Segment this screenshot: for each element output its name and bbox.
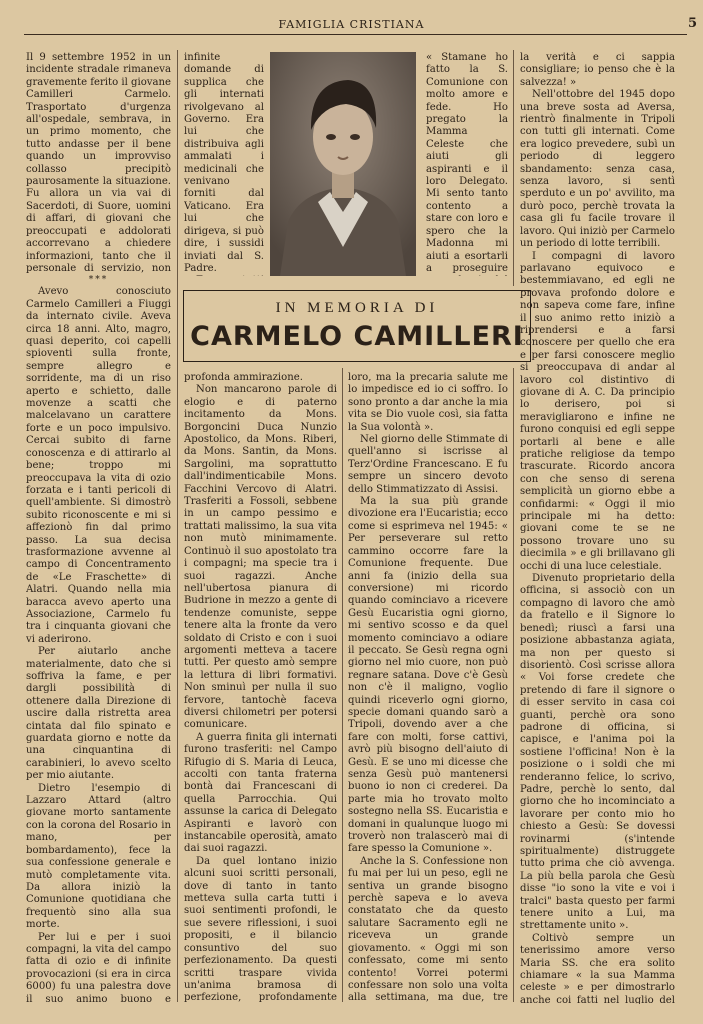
paragraph: Dietro l'esempio di Lazzaro Attard (altro giovane morto santamente con la corona del Rosario in mano, per bombardamento), fece la sua confessione generale e mutò completamente vita. Da allora iniziò la Comunione quotidiana che frequentò sino alla sua morte. bbox=[26, 782, 171, 931]
paragraph: Avevo conosciuto Carmelo Camilleri a Fiuggi da internato civile. Aveva circa 18 anni. Alto, magro, quasi deperito, coi capelli spioventi sulla fronte, sempre allegro e sorridente, ma di un riso aperto e schietto, dalle movenze a scatti che malcelavano un carattere forte e un poco impulsivo. Cercai subito di farne conoscenza e di attirarlo al bene; troppo mi preoccupava la vita di ozio forzata e i tanti pericoli di quell'ambiente. Si dimostrò subito riconoscente e mi si affezionò fin dal primo passo. La sua decisa trasformazione avvenne al campo di Concentramento de «Le Fraschette» di Alatri. Quando nella mia baracca avevo aperto una Associazione, Carmelo fu tra i cinquanta giovani che vi aderirono. bbox=[26, 286, 171, 645]
banner-title: CARMELO CAMILLERI bbox=[190, 321, 524, 352]
column-1-bottom bbox=[26, 274, 171, 1004]
page-number: 5 bbox=[687, 16, 697, 31]
column-4 bbox=[520, 52, 675, 1004]
column-1-top bbox=[26, 52, 171, 274]
paragraph: infinite domande di supplica che gli internati rivolgevano al Governo. Era lui che distribuiva agli ammalati i medicinali che venivano forniti dal Vaticano. Era lui che dirigeva, si può dire, i sussidi inviati dal S. Padre. bbox=[184, 52, 264, 274]
column-2-top bbox=[184, 52, 264, 276]
paragraph bbox=[184, 275, 264, 276]
memorial-banner bbox=[183, 290, 531, 362]
header-rule bbox=[24, 34, 687, 35]
paragraph: la verità e ci sappia consigliare; io penso che è la salvezza! » bbox=[520, 52, 675, 88]
paragraph: Per lui e per i suoi compagni, la vita del campo fatta di ozio e di infinite provocazioni (si era in circa 6000) fu una palestra dove il suo animo buono e bbox=[26, 931, 171, 1004]
paragraph: I compagni di lavoro parlavano equivoco e bestemmiavano, ed egli ne provava profondo dolore e non sapeva come fare, infine il suo animo retto iniziò a riprendersi e a farsi conoscere per quello che era e per farsi conoscere meglio si preoccupava di andar al lavoro col distintivo di giovane di A. C. Da principio lo derisero, poi si meravigliarono e infine ne furono conquisi ed egli seppe portarli al bene e alle pratiche religiose da tempo trascurate. Ricordo ancora con che senso di serena semplicità un giorno ebbe a confidarmi: « Oggi il mio principale mi ha detto: giovani come te se ne possono trovare uno su diecimila » e gli brillavano gli occhi di una luce celestiale. bbox=[520, 250, 675, 572]
paragraph: Il 9 settembre 1952 in un incidente stradale rimaneva gravemente ferito il giovane Camilleri Carmelo. Trasportato d'urgenza all'ospedale, sembrava, in un primo momento, che tutto andasse per il bene quando un improvviso collasso precipitò paurosamente la situazione. Fu allora un via vai di Sacerdoti, di Suore, uomini di affari, di giovani che preoccupati e addolorati accorrevano a chiedere informazioni, tanto che il personale di servizio, non bbox=[26, 52, 171, 274]
paragraph: « Stamane ho fatto la S. Comunione con molto amore e fede. Ho pregato la Mamma Celeste che aiuti gli aspiranti e il loro Delegato. Mi sento tanto contento a stare con loro e spero che la Madonna mi aiuti a esortarli a proseguire bbox=[426, 52, 508, 274]
paragraph: Non mancarono parole di elogio e di paterno incitamento da Mons. Borgoncini Duca Nunzio Apostolico, da Mons. Riberi, da Mons. Santin, da Mons. Sargolini, ma soprattutto dall'indimenticabile Mons. Facchini Vercovo di Alatri. Trasferiti a Fossoli, sebbene in un campo pessimo e trattati malissimo, la sua vita non mutò minimamente. Continuò il suo apostolato tra i compagni; ma specie tra i suoi ragazzi. Anche nell'ubertosa pianura di Budrione in mezzo a gente di tendenze comuniste, seppe tenere alta la fronte da vero soldato di Cristo e con i suoi argomenti metteva a tacere tutti. Per questo amò sempre la lettura di libri formativi. Non sminuì per nulla il suo fervore, tantochè faceva diversi chilometri per potersi comunicare. bbox=[184, 384, 337, 731]
page-header bbox=[0, 0, 703, 30]
column-rule bbox=[513, 50, 514, 286]
column-2-bottom bbox=[184, 372, 337, 1004]
paragraph: Per aiutarlo anche materialmente, dato che si soffriva la fame, e per dargli possibilità di ottenere dalla Direzione di uscire dalla ristretta area cintata dal filo spinato e guardata giorno e notte da una cinquantina di carabinieri, lo avevo scelto per mio aiutante. bbox=[26, 646, 171, 782]
paragraph: Ma la sua più grande divozione era l'Eucaristia; ecco come si esprimeva nel 1945: « Per perseverare sul retto cammino occorre fare la Comunione frequente. Due anni fa (inizio della sua conversione) mi ricordo quando cominciavo a ricevere Gesù Eucaristia ogni giorno, mi sentivo scosso e da quel momento cominciavo a odiare il peccato. Se Gesù regna ogni giorno nel mio cuore, non può regnare satana. Dove c'è Gesù non c'è il maligno, voglio quindi riceverlo ogni giorno, specie domani quando sarò a Tripoli, dovendo aver a che fare con molti, forse cattivi, avrò più bisogno dell'aiuto di Gesù. E se uno mi dicesse che senza Gesù può mantenersi buono io non ci crederei. Da parte mia ho trovato molto sostegno nella SS. Eucaristia e domani in qualunque luogo mi troverò non tralascerò mai di fare spesso la Comunione ». bbox=[348, 496, 508, 855]
paragraph: A guerra finita gli internati furono trasferiti: nel Campo Rifugio di S. Maria di Leuca, accolti con tanta fraterna bontà dai Francescani di quella Parrocchia. Qui assunse la carica di Delegato Aspiranti e lavorò con instancabile operosità, amato dai suoi ragazzi. bbox=[184, 731, 337, 855]
column-rule bbox=[513, 368, 514, 1002]
paragraph: Nell'ottobre del 1945 dopo una breve sosta ad Aversa, rientrò finalmente in Tripoli con tutti gli internati. Come era logico prevedere, subì un periodo di leggero sbandamento: senza casa, senza lavoro, si sentì sperduto e un po' avvilito, ma durò poco, perchè trovata la casa gli fu facile trovare il lavoro. Qui iniziò per Carmelo un periodo di lotte terribili. bbox=[520, 89, 675, 250]
column-3-bottom bbox=[348, 372, 508, 1004]
paragraph: loro, ma la precaria salute me lo impedisce ed io ci soffro. Io sono pronto a dar anche la mia vita se Dio vuole così, sia fatta la Sua volontà ». bbox=[348, 372, 508, 433]
paragraph: Da quel lontano inizio alcuni suoi scritti personali, dove di tanto in tanto metteva sulla carta tutti i suoi sentimenti profondi, le sue severe riflessioni, i suoi propositi, e il bilancio consuntivo del suo perfezionamento. Da questi scritti traspare vivida un'anima bramosa di perfezione, profondamente bbox=[184, 855, 337, 1004]
portrait-photo bbox=[270, 52, 416, 276]
magazine-title: FAMIGLIA CRISTIANA bbox=[278, 18, 425, 31]
paragraph: profonda ammirazione. bbox=[184, 372, 303, 383]
paragraph: Anche la S. Confessione non fu mai per lui un peso, egli ne sentiva un grande bisogno perchè sapeva e lo aveva constatato che da questo salutare Sacramento egli ne riceveva un grande giovamento. « Oggi mi son confessato, come mi sento contento! Vorrei potermi confessare non solo una volta alla settimana, ma due, tre bbox=[348, 855, 508, 1004]
section-separator: *** bbox=[88, 275, 109, 285]
paragraph: Divenuto proprietario della officina, si associò con un compagno di lavoro che amò da fratello e il Signore lo benedì; riuscì a farsi una posizione abbastanza agiata, ma non per questo si disorientò. Così scrisse allora « Voi forse credete che pretendo di fare il signore o di esser servito in casa coi guanti, perchè ora sono padrone di officina, si capisce, e l'anima poi la sostiene l'officina! Non è la posizione o i soldi che mi renderanno felice, lo scrivo, Padre, perchè lo sento, dal giorno che ho incominciato a lavorare per conto mio ho chiesto a Gesù: Se dovessi rovinarmi (s'intende spiritualmente) distruggete tutto prima che ciò avvenga. La più bella parola che Gesù disse "io sono la vite e voi i tralci" basta questo per farmi tenere unito a Lui, ma strettamente unito ». bbox=[520, 573, 675, 932]
column-3-top bbox=[426, 52, 508, 276]
paragraph: Nel giorno delle Stimmate di quell'anno si iscrisse al Terz'Ordine Francescano. E fu sempre un sincero devoto dello Stimmatizzato di Assisi. bbox=[348, 434, 508, 495]
banner-subtitle: IN MEMORIA DI bbox=[275, 300, 439, 316]
column-rule bbox=[177, 50, 178, 1002]
portrait-illustration bbox=[270, 52, 416, 276]
paragraph: Coltivò sempre un tenerissimo amore verso Maria SS. che era solito chiamare « la sua Mamma celeste » e per dimostrarlo anche coi fatti nel luglio del bbox=[520, 932, 675, 1004]
column-rule bbox=[342, 368, 343, 1002]
